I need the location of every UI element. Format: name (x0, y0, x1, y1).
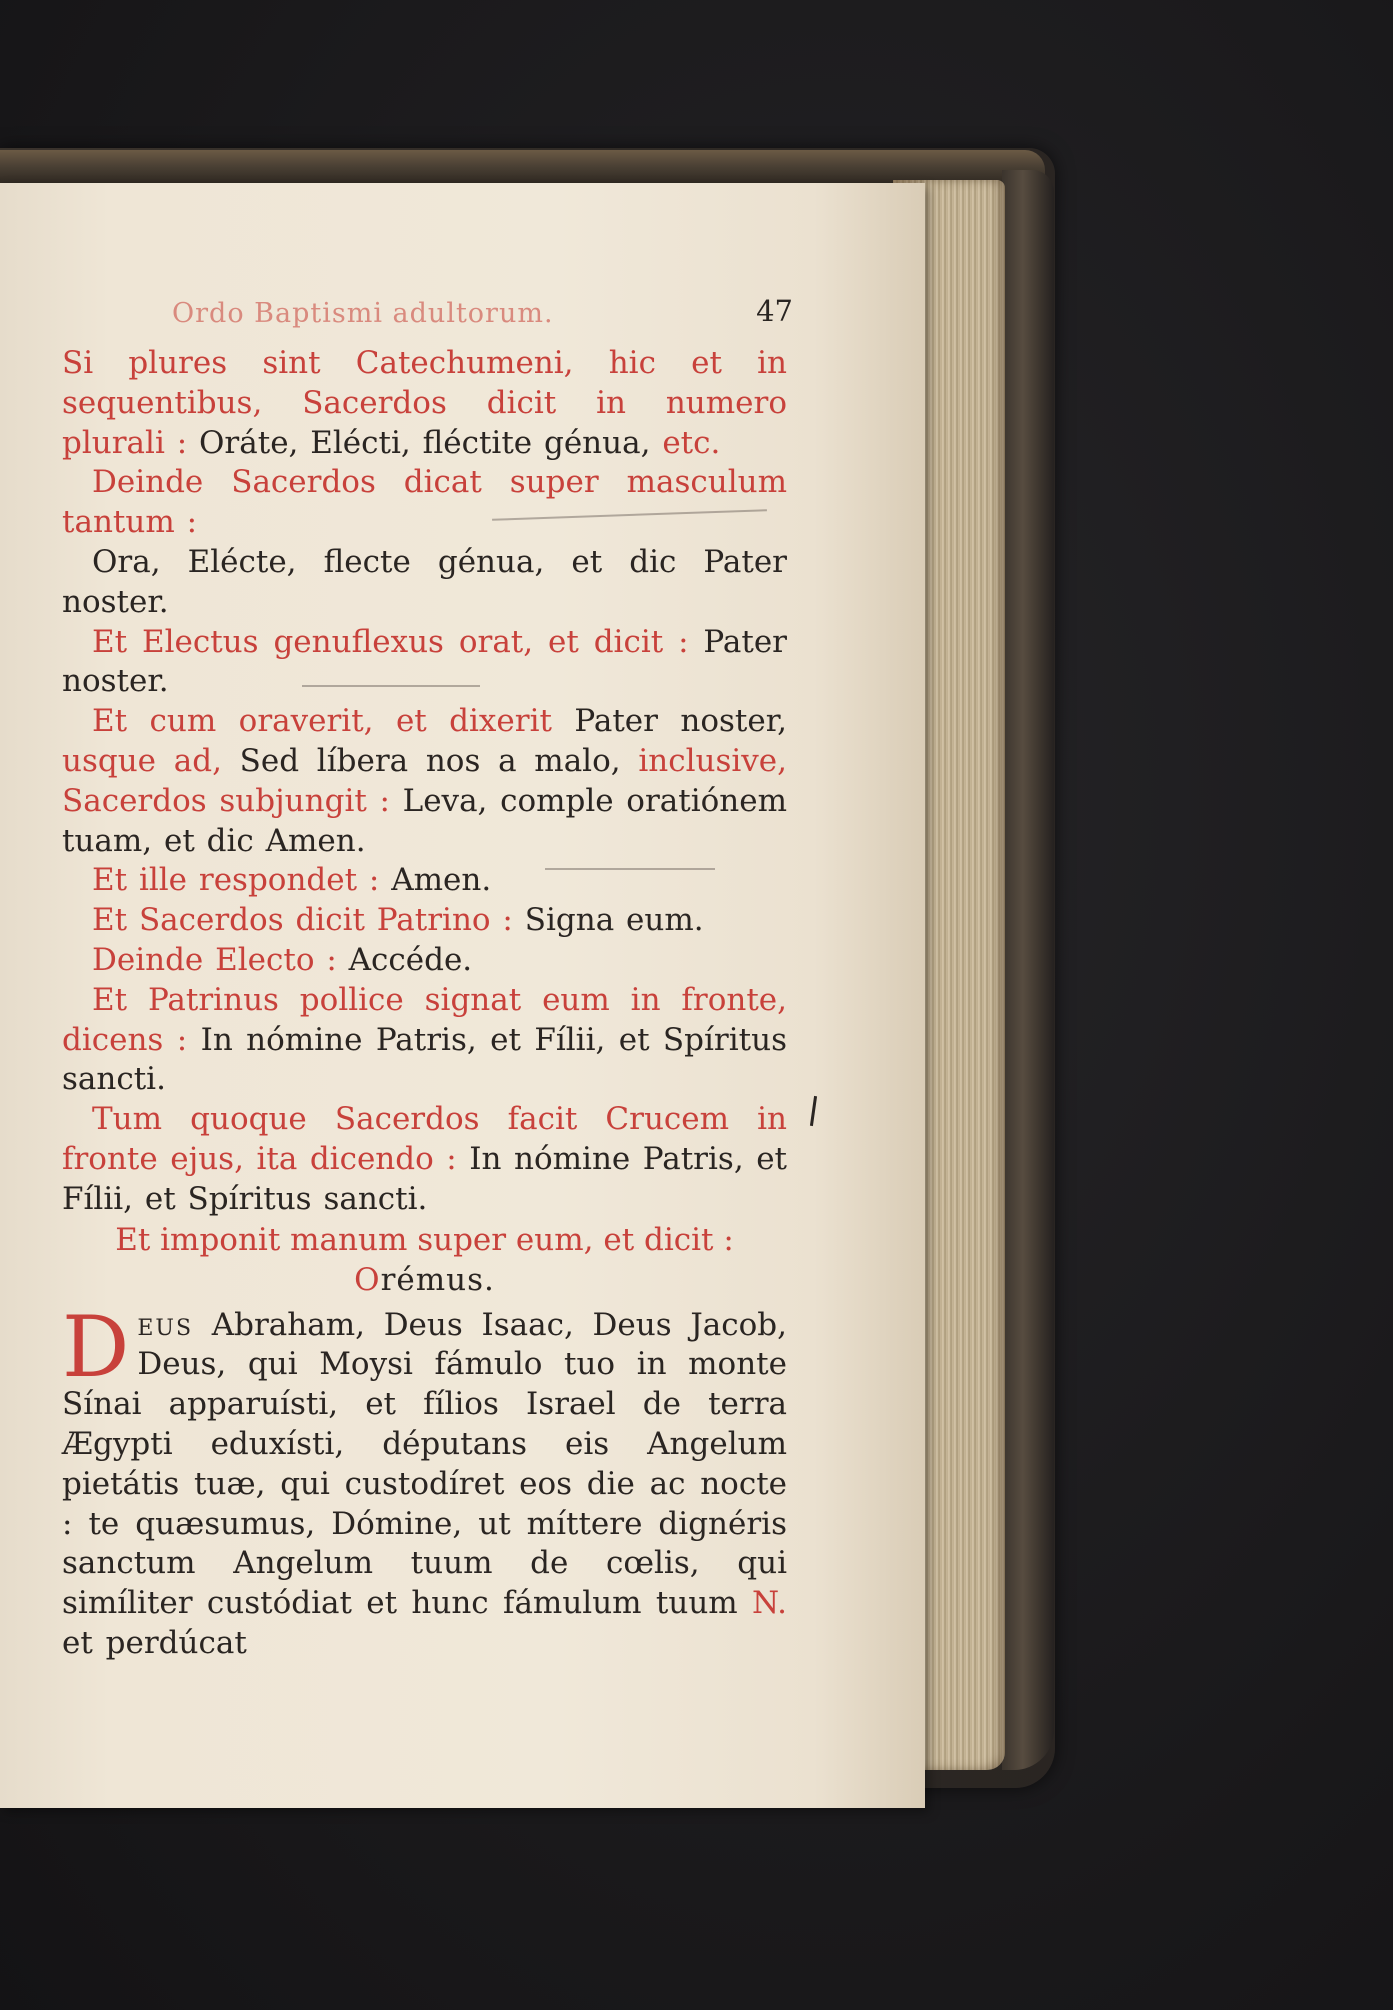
paragraph-10 (62, 1100, 787, 1219)
rubric-text: inclusive, Sacerdos subjungit : (62, 742, 787, 819)
liturgical-text: Pater noster. (62, 623, 787, 700)
paragraph-7 (62, 901, 787, 941)
liturgical-text: In nómine Patris, et Fílii, et Spíritus sancti. (62, 1140, 787, 1217)
handwritten-underline (545, 868, 715, 870)
page-text-block (62, 294, 793, 1664)
liturgical-text: Oráte, Elécti, fléctite génua, (199, 424, 663, 461)
prayer-body: Abraham, Deus Isaac, Deus Jacob, Deus, qui Moysi fámulo tuo in monte Sínai apparuísti, et fílios Israel de terra Ægypti eduxísti, députans eis Angelum pietátis tuæ, qui custodíret eos die ac nocte : te quæsumus, Dómine, ut míttere dignéris sanctum Angelum tuum de cœlis, qui simíliter custódiat et hunc fámulum tuum (62, 1306, 787, 1622)
liturgical-text: Pater noster, (574, 703, 787, 740)
rubric-text: etc. (662, 424, 721, 461)
rubric-text: usque ad, (62, 742, 240, 779)
liturgical-text: In nómine Patris, et Fílii, et Spíritus sancti. (62, 1021, 787, 1098)
paragraph-4 (62, 623, 787, 703)
paragraph-9 (62, 981, 787, 1100)
handwritten-underline (302, 685, 480, 687)
paragraph-8 (62, 941, 787, 981)
margin-ink-mark (810, 1096, 817, 1126)
paragraph-2 (62, 463, 787, 543)
prayer-text (62, 1297, 787, 1664)
paragraph-3 (62, 543, 787, 623)
book-cover-top-edge (0, 150, 1045, 186)
rubric-text: Deinde Sacerdos dicat super masculum tantum : (62, 464, 787, 541)
prayer-first-word: eus (137, 1306, 194, 1343)
rubric-text: Tum quoque Sacerdos facit Crucem in fronte ejus, ita dicendo : (62, 1101, 787, 1177)
rubric-text: Deinde Electo : (92, 941, 349, 978)
liturgical-text: Signa eum. (524, 902, 704, 939)
drop-cap-initial: D (62, 1297, 130, 1396)
rubric-text: Et cum oraverit, et dixerit (92, 703, 575, 740)
rubric-text: Et Sacerdos dicit Patrino : (92, 902, 525, 939)
paragraph-5 (62, 702, 787, 861)
oremus-rest: rémus. (380, 1261, 495, 1298)
oremus-heading (62, 1260, 787, 1300)
liturgical-text: Amen. (391, 862, 492, 899)
book-spine-edge (1002, 170, 1054, 1770)
liturgical-text: Sed líbera nos a malo, (239, 742, 639, 779)
liturgical-text: Ora, Elécte, flecte génua, et dic Pater noster. (62, 543, 787, 620)
rubric-text: Et ille respondet : (92, 862, 392, 899)
rubric-text: Et imponit manum super eum, et dicit : (115, 1221, 734, 1258)
liturgical-text: Accéde. (348, 941, 473, 978)
liturgical-text: Leva, comple oratiónem tuam, et dic Amen. (62, 782, 787, 859)
rubric-text: Et Electus genuflexus orat, et dicit : (92, 623, 704, 660)
book-page (0, 183, 925, 1808)
rubric-text: Si plures sint Catechumeni, hic et in sequentibus, Sacerdos dicit in numero plurali : (62, 345, 787, 461)
running-head-title: Ordo Baptismi adultorum. (172, 298, 554, 329)
name-marker: N. (752, 1585, 787, 1622)
rubric-text: Et Patrinus pollice signat eum in fronte, dicens : (62, 981, 787, 1058)
paragraph-11 (62, 1220, 787, 1260)
prayer-body-end: et perdúcat (62, 1624, 247, 1661)
paragraph-1 (62, 344, 787, 463)
oremus-initial: O (354, 1261, 381, 1298)
running-head (62, 294, 793, 344)
page-number: 47 (756, 294, 793, 328)
